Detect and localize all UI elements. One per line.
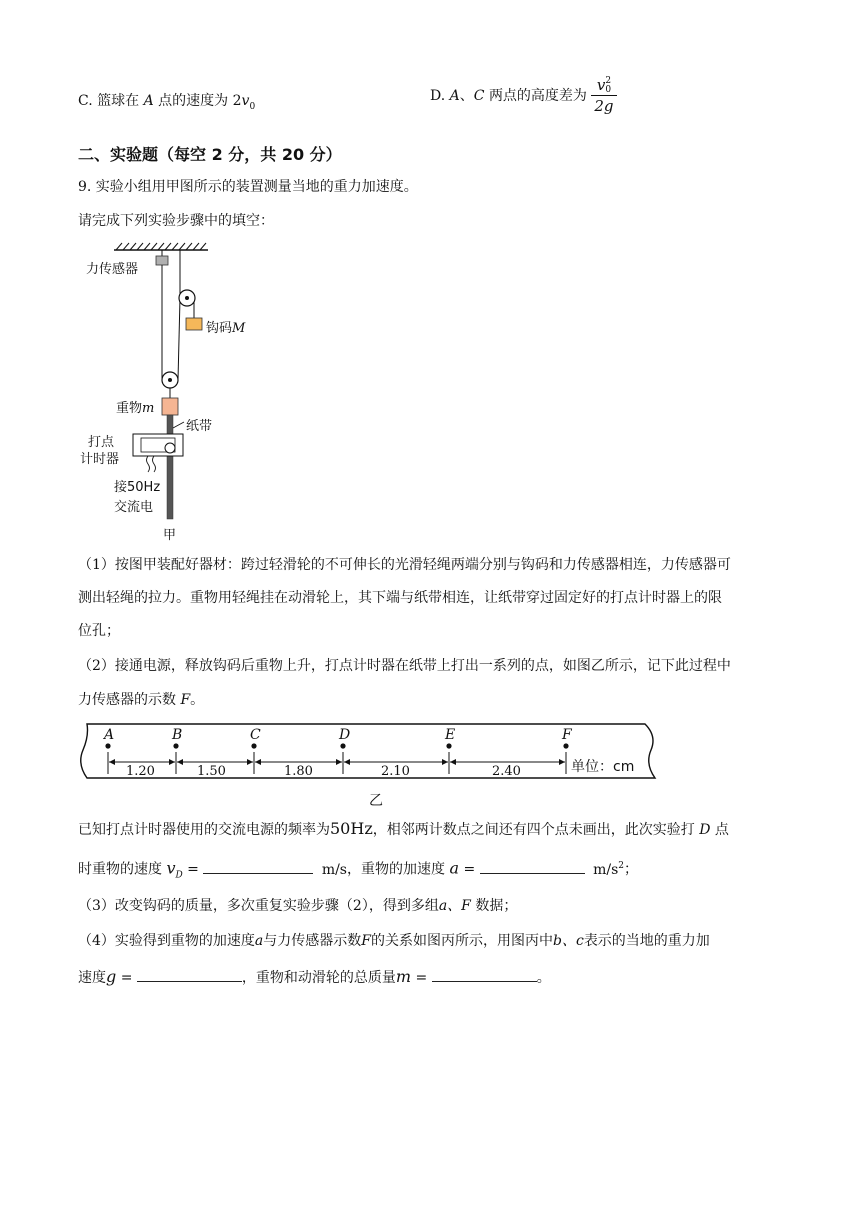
option-c-prefix: C. 篮球在 [78,93,140,109]
figure-yi-caption: 乙 [369,793,383,809]
tape-point-label-D: D [339,727,351,743]
step-4-c: 的关系如图丙所示，用图丙中 [371,933,553,949]
blank-velocity-D[interactable] [203,859,313,874]
tape-arrow-right-0 [169,759,175,765]
option-c [78,90,255,112]
label-timer-2: 计时器 [80,452,120,467]
mass-symbol: m [395,967,412,986]
tape-distance-DE: 2.10 [381,764,410,779]
step-4-bc: b、c [553,933,584,949]
after-l1-freq: 50Hz [330,819,373,838]
option-d-c: C [473,88,485,104]
fraction-numerator [591,76,616,96]
ceiling [114,243,208,250]
step-4-line2-end: 。 [536,970,551,986]
after-line-2 [78,850,638,892]
apparatus-diagram [78,238,258,548]
label-force-sensor: 力传感器 [86,262,139,277]
tape-distance-BC: 1.50 [197,764,226,779]
num-sub: 0 [605,85,612,95]
gravity-equals: = [116,970,137,986]
option-d-a: A [449,88,460,104]
tape-dot-B [173,743,178,748]
question-stem: 9. 实验小组用甲图所示的装置测量当地的重力加速度。 [78,179,418,195]
tape-dot-F [563,743,568,748]
step-3-vars: a、F [438,898,471,914]
acceleration-unit-sup: 2 [618,861,625,871]
after-l2-end: ； [624,861,639,878]
tape-dot-D [340,743,345,748]
step-4-f-var: F [361,933,371,949]
velocity-equals: = [182,861,204,878]
tape-arrow-left-2 [255,759,261,765]
label-hook-mass [206,317,245,336]
figure-jia [78,238,258,548]
step-2-line-1: （2）接通电源，释放钩码后重物上升，打点计时器在纸带上打出一系列的点，如图乙所示，记下此过程中 [78,658,731,674]
label-timer-1: 打点 [88,435,115,450]
weight-m [162,398,178,415]
step-4-line2-b: ，重物和动滑轮的总质量 [241,970,396,986]
figure-yi [75,722,665,810]
label-paper-tape: 纸带 [186,419,213,434]
hook-mass-M [186,318,202,330]
tape-distance-CD: 1.80 [284,764,313,779]
tape-dot-C [251,743,256,748]
after-line-1 [78,812,729,847]
label-weight [116,397,154,416]
step-3-a: （3）改变钩码的质量，多次重复实验步骤（2），得到多组 [78,898,439,914]
tape-arrow-left-4 [450,759,456,765]
step-1-line-1: （1）按图甲装配好器材：跨过轻滑轮的不可伸长的光滑轻绳两端分别与钩码和力传感器相连，力传感器可 [78,557,731,573]
after-l1-b: ，相邻两计数点之间还有四个点未画出，此次实验打 [372,822,695,838]
label-power-1: 接50Hz [114,480,161,495]
blank-gravity[interactable] [137,967,242,982]
question-prompt: 请完成下列实验步骤中的填空： [78,213,274,229]
option-c-sub: 0 [249,101,256,112]
tape-arrow-right-1 [247,759,253,765]
tape-arrow-right-2 [336,759,342,765]
label-hook-text: 钩码 [206,321,233,336]
after-l1-var: D [699,822,711,838]
label-hook-var: M [232,321,246,336]
after-l1-c: 点 [714,822,729,838]
fraction-denominator: 2g [594,97,614,115]
step-4-line2-a: 速度 [78,970,106,986]
option-c-mid: 点的速度为 2 [158,93,242,109]
step-2-line-2 [78,684,204,717]
step-3-b: 数据； [470,898,518,914]
velocity-unit: m/s [321,861,347,878]
step-4-line-1 [78,925,710,958]
tape-unit-label: 单位：cm [571,759,635,775]
step-4-a: （4）实验得到重物的加速度 [78,933,255,949]
velocity-symbol: v [166,858,176,878]
step-2-var: F [180,692,191,708]
tape-distance-EF: 2.40 [492,764,521,779]
blank-mass[interactable] [432,967,537,982]
step-4-line-2 [78,960,551,995]
num-sup: 2 [605,76,612,86]
tape-arrow-right-4 [559,759,565,765]
velocity-subscript: D [175,870,183,881]
acceleration-unit: m/s [593,861,619,878]
acceleration-symbol: a [449,858,459,878]
step-4-b: 与力传感器示数 [263,933,362,949]
force-sensor [156,256,168,265]
tape-point-label-B: B [172,727,183,743]
option-d-text: 两点的高度差为 [488,88,587,104]
tape-dot-A [105,743,110,748]
tape-arrow-left-0 [109,759,115,765]
option-d-fraction [591,76,616,116]
step-1-line-2: 测出轻绳的拉力。重物用轻绳挂在动滑轮上，其下端与纸带相连，让纸带穿过固定好的打点计时器上的限 [78,590,722,606]
label-weight-text: 重物 [116,401,143,416]
step-4-d: 表示的当地的重力加 [583,933,710,949]
tape-arrow-right-3 [442,759,448,765]
option-d-sep: 、 [459,88,474,104]
mass-equals: = [411,970,432,986]
step-1-line-3: 位孔； [78,623,120,639]
acceleration-equals: = [459,861,480,878]
tape-dot-E [446,743,451,748]
tape-distance-AB: 1.20 [126,764,155,779]
figure-jia-caption: 甲 [163,528,177,543]
option-c-v: v [241,93,250,109]
label-weight-var: m [142,401,155,416]
tape-point-label-A: A [104,727,115,743]
section-title: 二、实验题（每空 2 分，共 20 分） [78,145,342,164]
num-v: v [596,76,606,94]
label-power-2: 交流电 [114,500,154,515]
tape-point-label-F: F [562,727,572,743]
option-d-prefix: D. [430,88,446,104]
option-d [430,76,617,116]
after-l1-a: 已知打点计时器使用的交流电源的频率为 [78,822,330,838]
after-l2-a: 时重物的速度 [78,861,162,878]
step-4-a-var: a [254,933,264,949]
after-l2-b: ，重物的加速度 [347,861,445,878]
tape-arrow-left-3 [344,759,350,765]
tape-point-label-E: E [445,727,456,743]
blank-acceleration[interactable] [480,859,585,874]
step-2-end: 。 [190,692,205,708]
paper-tape [167,415,173,519]
gravity-symbol: g [106,967,117,986]
step-2-text: 力传感器的示数 [78,692,176,708]
step-3 [78,890,517,923]
option-c-var: A [143,93,154,109]
tape-arrow-left-1 [177,759,183,765]
tape-point-label-C: C [250,727,261,743]
